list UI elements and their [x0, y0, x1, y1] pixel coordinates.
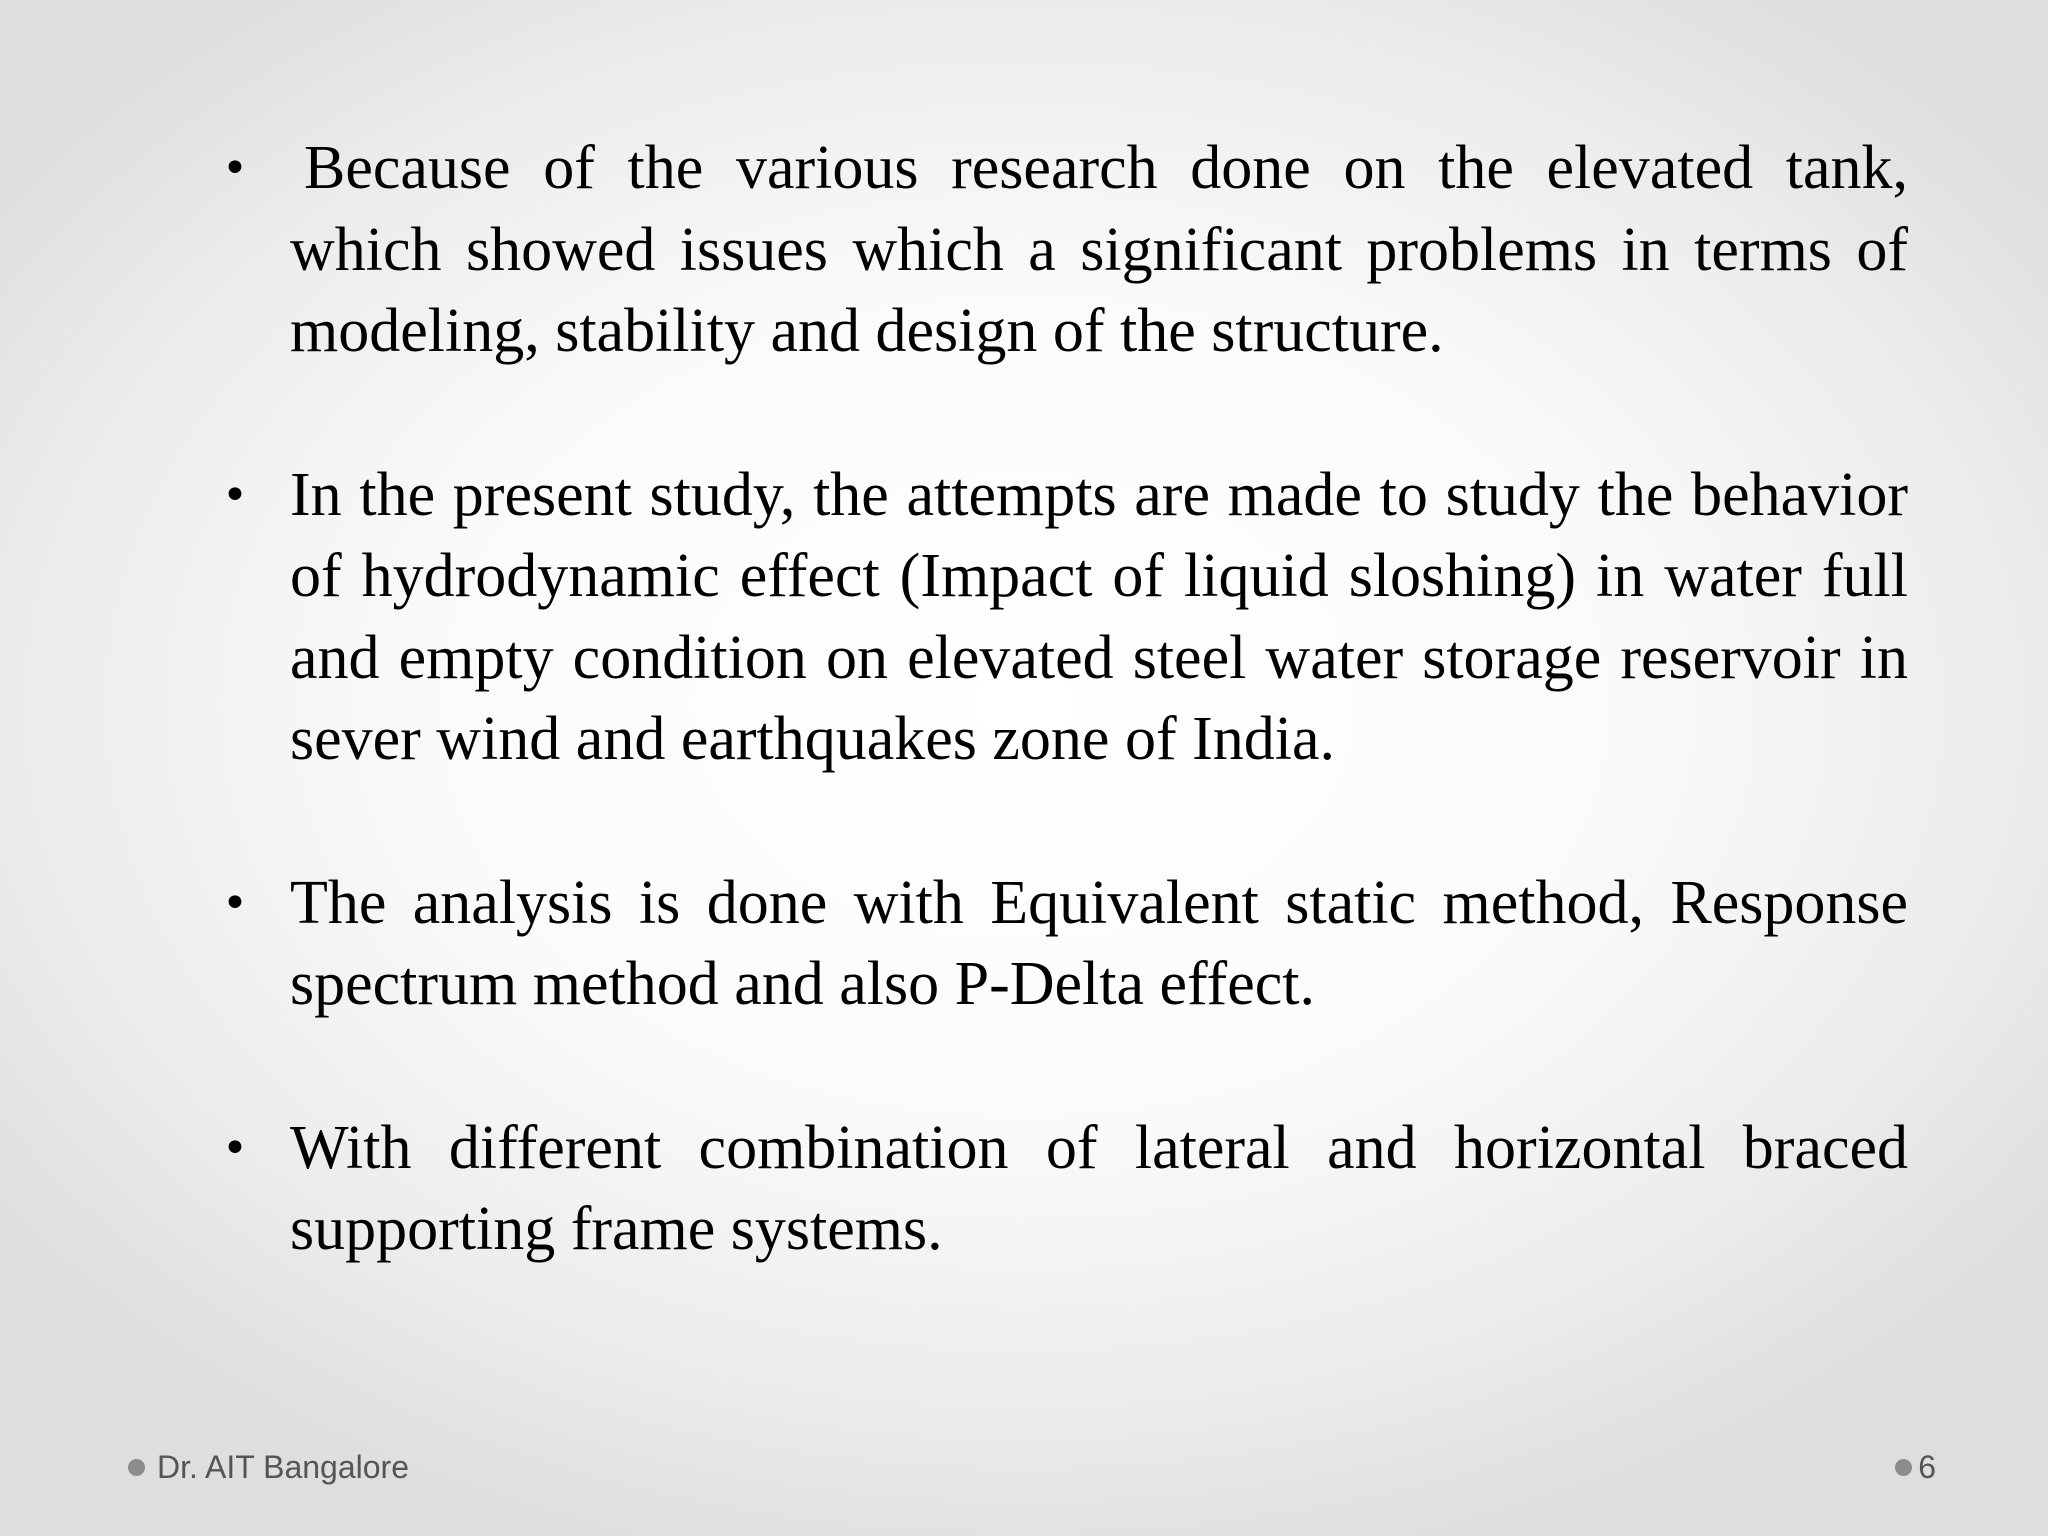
- bullet-text: With different combination of lateral and horizontal braced supporting frame systems.: [290, 1113, 1908, 1263]
- page-number-text: 6: [1918, 1448, 1936, 1485]
- bullet-item: [222, 128, 1908, 373]
- bullet-marker: •: [222, 143, 248, 194]
- footer-page-number: [1895, 1443, 1936, 1491]
- bullet-marker: •: [222, 877, 248, 929]
- bullet-item: [222, 455, 1908, 781]
- bullet-text: In the present study, the attempts are made to study the behavior of hydrodynamic effect (Impact of liquid sloshing) in water full and empty condition on elevated steel water storage reservoir in sever wind and earthquakes zone of India.: [290, 460, 1908, 773]
- bullet-marker: •: [222, 1122, 248, 1174]
- bullet-list: [222, 128, 1908, 1271]
- bullet-item: [222, 863, 1908, 1026]
- footer-author: [128, 1443, 409, 1491]
- footer-author-text: Dr. AIT Bangalore: [157, 1448, 409, 1485]
- bullet-text: The analysis is done with Equivalent static method, Response spectrum method and also P-Delta effect.: [290, 868, 1908, 1018]
- bullet-item: [222, 1108, 1908, 1271]
- bullet-marker: •: [222, 469, 248, 521]
- footer-dot-icon: [128, 1459, 145, 1476]
- bullet-text: Because of the various research done on the elevated tank, which showed issues which a significant problems in terms of modeling, stability and design of the structure.: [290, 134, 1908, 365]
- footer-dot-icon: [1895, 1459, 1912, 1476]
